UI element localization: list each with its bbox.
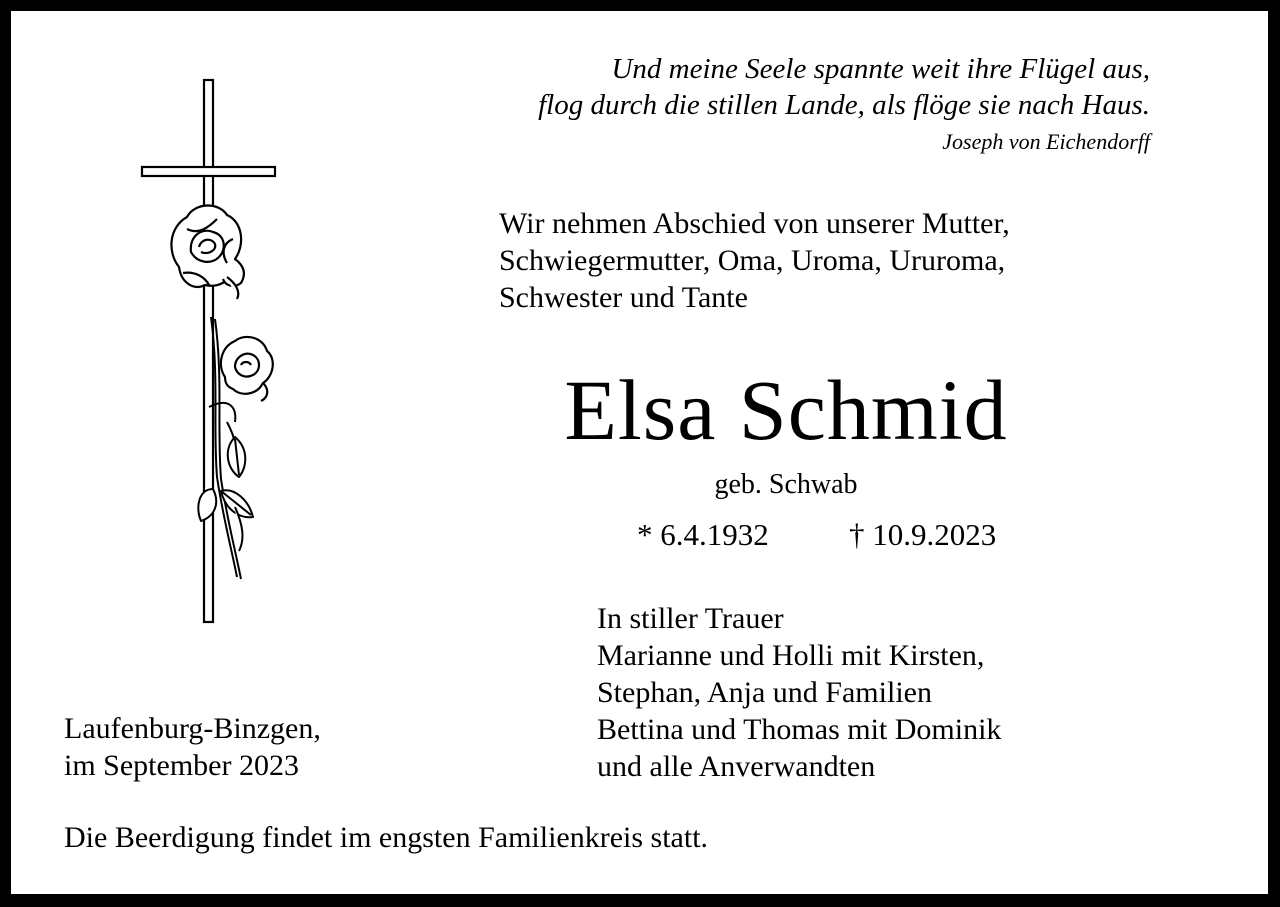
cross-with-roses-icon [139, 77, 279, 625]
place-line: im September 2023 [64, 749, 299, 782]
mourners-line: und alle Anverwandten [597, 750, 876, 783]
quote-line: Und meine Seele spannte weit ihre Flügel aus, [611, 53, 1150, 85]
deceased-name: Elsa Schmid [564, 362, 1008, 458]
quote-author: Joseph von Eichendorff [942, 129, 1150, 154]
place-line: Laufenburg-Binzgen, [64, 712, 321, 745]
birth-date: * 6.4.1932 [637, 517, 769, 552]
death-date: † 10.9.2023 [849, 517, 997, 552]
mourners-line: In stiller Trauer [597, 602, 784, 635]
mourners-line: Marianne und Holli mit Kirsten, [597, 639, 985, 672]
birth-name: geb. Schwab [714, 469, 858, 500]
intro-line: Schwester und Tante [499, 281, 748, 314]
obituary-card [10, 10, 1269, 895]
mourners-line: Stephan, Anja und Familien [597, 676, 932, 709]
funeral-note: Die Beerdigung findet im engsten Familienkreis statt. [64, 821, 709, 854]
intro-line: Wir nehmen Abschied von unserer Mutter, [499, 207, 1010, 240]
mourners-line: Bettina und Thomas mit Dominik [597, 713, 1002, 746]
quote-line: flog durch die stillen Lande, als flöge sie nach Haus. [538, 89, 1150, 121]
intro-line: Schwiegermutter, Oma, Uroma, Ururoma, [499, 244, 1006, 277]
